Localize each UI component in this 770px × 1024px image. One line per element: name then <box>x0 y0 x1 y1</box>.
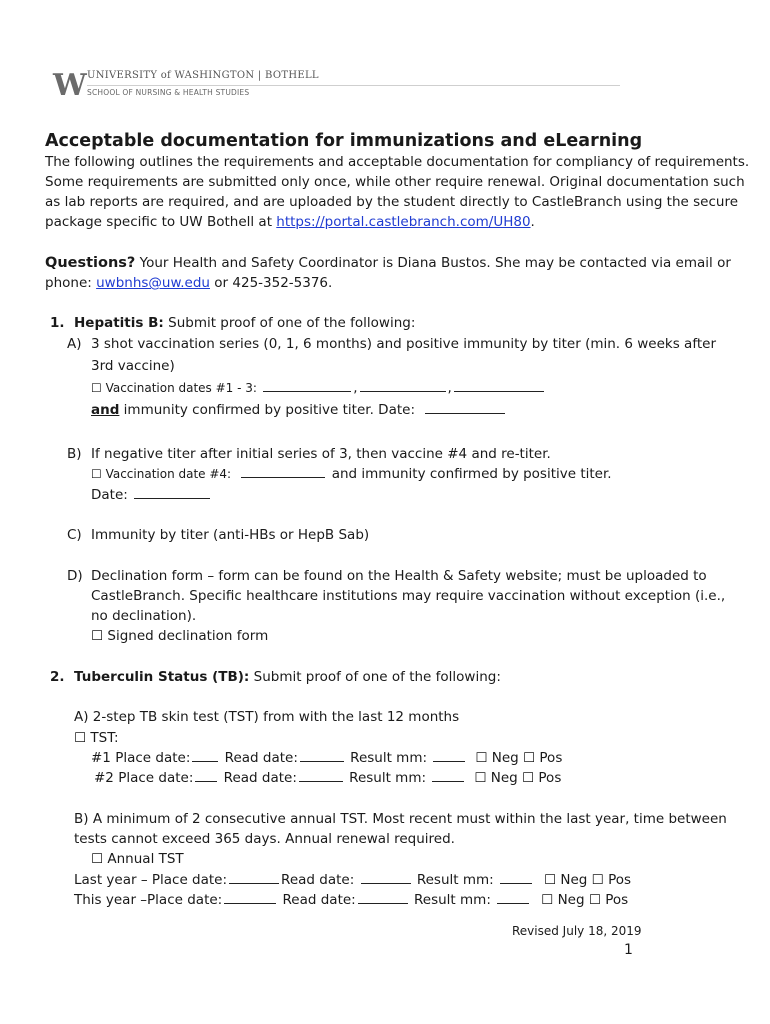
phone-number: or 425-352-5376. <box>210 275 333 291</box>
tb-row-1-read-label: Read date: <box>224 750 298 766</box>
tb-row-2 <box>94 768 561 788</box>
tb-row-1-result-label: Result mm: <box>350 750 428 766</box>
hepb-b-line-1: If negative titer after initial series of 3, then vaccine #4 and re-titer. <box>91 446 551 462</box>
tb-last-year-place-field[interactable] <box>229 882 279 884</box>
tb-last-year-read-label: Read date: <box>281 872 355 888</box>
tb-last-year-label: Last year – Place date: <box>74 872 228 888</box>
tb-row-2-read-label: Read date: <box>223 770 297 786</box>
phone-label: phone: <box>45 275 97 291</box>
hepb-a-and: and <box>91 402 120 418</box>
tb-row-1-place-field[interactable] <box>192 760 218 762</box>
tb-row-2-result-label: Result mm: <box>349 770 427 786</box>
hepb-b-vaccination-4 <box>91 464 612 484</box>
tb-row-2-place-field[interactable] <box>195 780 217 782</box>
tb-row-2-result-field[interactable] <box>432 780 464 782</box>
questions-line-2 <box>45 273 332 293</box>
tb-row-2-place-label: #2 Place date: <box>94 770 194 786</box>
castlebranch-link[interactable]: https://portal.castlebranch.com/UH80 <box>276 214 531 230</box>
tb-this-year-read-label: Read date: <box>282 892 356 908</box>
tb-b-annual-checkbox[interactable]: ☐ Annual TST <box>91 851 184 867</box>
questions-label: Questions? <box>45 255 136 271</box>
tb-heading <box>74 667 501 687</box>
tb-text: Submit proof of one of the following: <box>249 669 501 685</box>
tb-a-line: A) 2-step TB skin test (TST) from with the last 12 months <box>74 709 460 725</box>
hepb-a-date-2-field[interactable] <box>360 390 446 392</box>
hepb-d-declination-checkbox[interactable]: ☐ Signed declination form <box>91 628 269 644</box>
tb-this-year-pos-checkbox[interactable]: ☐ Pos <box>588 892 629 908</box>
hepb-a-titer-date-field[interactable] <box>425 412 505 414</box>
tb-a-tst-checkbox[interactable]: ☐ TST: <box>74 730 119 746</box>
tb-row-2-neg-checkbox[interactable]: ☐ Neg <box>474 770 518 786</box>
hepb-d-line-1: Declination form – form can be found on the Health & Safety website; must be uploaded to <box>91 568 707 584</box>
tb-this-year-result-field[interactable] <box>497 902 529 904</box>
hepb-a-date-3-field[interactable] <box>454 390 544 392</box>
intro-line-1: The following outlines the requirements and acceptable documentation for compliancy of requirements. <box>45 154 750 170</box>
hepb-heading <box>74 313 415 333</box>
tb-this-year-place-field[interactable] <box>224 902 276 904</box>
tb-row-2-read-field[interactable] <box>299 780 343 782</box>
hepb-a-vaccination-dates: ☐ Vaccination dates #1 - 3: , , <box>91 378 546 398</box>
questions-line-1 <box>45 253 731 273</box>
hepb-text: Submit proof of one of the following: <box>163 315 416 331</box>
revised-date: Revised July 18, 2019 <box>512 924 642 938</box>
hepb-d-line-2: CastleBranch. Specific healthcare institutions may require vaccination without exception (i.e., <box>91 588 726 604</box>
uw-logo-mark: W <box>53 68 85 103</box>
tb-row-1 <box>91 748 562 768</box>
hepb-b-date-4-field[interactable] <box>241 476 325 478</box>
intro-line-4 <box>45 212 535 232</box>
tb-row-1-neg-checkbox[interactable]: ☐ Neg <box>475 750 519 766</box>
page-number: 1 <box>624 942 633 958</box>
header-divider <box>87 85 620 86</box>
hepb-a-letter: A) <box>67 336 82 352</box>
hepb-b-letter: B) <box>67 446 82 462</box>
tb-last-year-result-field[interactable] <box>500 882 532 884</box>
tb-this-year-result-label: Result mm: <box>414 892 491 908</box>
intro-line-4-end: . <box>530 214 535 230</box>
hepb-a-immunity-text: immunity confirmed by positive titer. Date: <box>119 402 415 418</box>
tb-number: 2. <box>50 669 65 685</box>
hepb-number: 1. <box>50 315 65 331</box>
hepb-d-letter: D) <box>67 568 83 584</box>
hepb-b-date-line <box>91 485 212 505</box>
tb-this-year-row <box>74 890 628 910</box>
tb-row-2-pos-checkbox[interactable]: ☐ Pos <box>522 770 562 786</box>
hepb-b-confirm: and immunity confirmed by positive titer. <box>331 466 612 482</box>
hepb-b-checkbox-label[interactable]: ☐ Vaccination date #4: <box>91 467 232 481</box>
hepb-a-checkbox-label[interactable]: ☐ Vaccination dates #1 - 3: <box>91 381 257 395</box>
tb-last-year-neg-checkbox[interactable]: ☐ Neg <box>544 872 588 888</box>
hepb-label: Hepatitis B: <box>74 315 164 331</box>
tb-this-year-label: This year –Place date: <box>74 892 223 908</box>
tb-row-1-pos-checkbox[interactable]: ☐ Pos <box>523 750 563 766</box>
university-name: UNIVERSITY of WASHINGTON | BOTHELL <box>87 70 319 81</box>
intro-line-3: as lab reports are required, and are uploaded by the student directly to CastleBranch using the secure <box>45 194 739 210</box>
tb-b-line-1: B) A minimum of 2 consecutive annual TST. Most recent must within the last year, time between <box>74 811 727 827</box>
email-link[interactable]: uwbnhs@uw.edu <box>96 275 210 291</box>
intro-line-4-text: package specific to UW Bothell at <box>45 214 277 230</box>
hepb-c-letter: C) <box>67 527 82 543</box>
tb-last-year-row <box>74 870 631 890</box>
hepb-a-immunity <box>91 400 507 420</box>
hepb-b-date-label: Date: <box>91 487 128 503</box>
hepb-c-line-1: Immunity by titer (anti-HBs or HepB Sab) <box>91 527 370 543</box>
tb-row-1-result-field[interactable] <box>433 760 465 762</box>
tb-last-year-read-field[interactable] <box>361 882 411 884</box>
questions-text: Your Health and Safety Coordinator is Diana Bustos. She may be contacted via email or <box>135 255 731 271</box>
hepb-a-line-1: 3 shot vaccination series (0, 1, 6 months) and positive immunity by titer (min. 6 weeks after <box>91 336 716 352</box>
tb-last-year-pos-checkbox[interactable]: ☐ Pos <box>591 872 632 888</box>
hepb-a-date-1-field[interactable] <box>263 390 351 392</box>
hepb-a-line-2: 3rd vaccine) <box>91 358 175 374</box>
school-name: SCHOOL OF NURSING & HEALTH STUDIES <box>87 88 250 97</box>
intro-line-2: Some requirements are submitted only once, while other require renewal. Original documentation such <box>45 174 745 190</box>
tb-row-1-place-label: #1 Place date: <box>91 750 191 766</box>
tb-this-year-neg-checkbox[interactable]: ☐ Neg <box>541 892 585 908</box>
page-title: Acceptable documentation for immunizations and eLearning <box>45 131 643 151</box>
hepb-d-line-3: no declination). <box>91 608 197 624</box>
tb-label: Tuberculin Status (TB): <box>74 669 250 685</box>
tb-row-1-read-field[interactable] <box>300 760 344 762</box>
tb-b-line-2: tests cannot exceed 365 days. Annual renewal required. <box>74 831 455 847</box>
hepb-b-titer-date-field[interactable] <box>134 497 210 499</box>
tb-last-year-result-label: Result mm: <box>416 872 494 888</box>
tb-this-year-read-field[interactable] <box>358 902 408 904</box>
